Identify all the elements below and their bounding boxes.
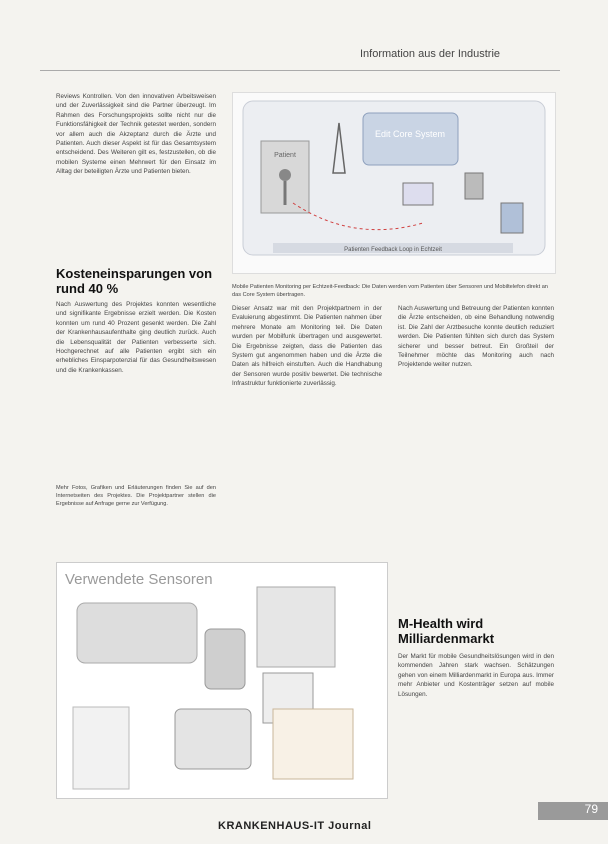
col1-top-text: Reviews Kontrollen. Von den innovativen Arbeitsweisen und der Zuverlässigkeit sind die Partner überzeugt. Im Rahmen des Forschungsprojekts sollte nicht nur die Funktionsfähigkeit der Technik getestet werden, sondern vor allem auch die Akzeptanz durch die Ärzte und Patienten. Auch dieser Aspekt ist für das Gesamtsystem entscheidend. Des Weiteren gilt es, festzustellen, ob die mobilen Systeme einen Mehrwert für den Einsatz im Alltag der beteiligten Ärzte und Patienten bieten. — [56, 93, 216, 176]
sensors-box — [56, 562, 388, 799]
column-1-note — [56, 484, 216, 554]
column-3-main — [398, 304, 554, 594]
scale-sensor-icon — [257, 587, 335, 667]
ecg-device-icon — [175, 709, 251, 769]
col1-note-text: Mehr Fotos, Grafiken und Erläuterungen finden Sie auf den Internetseiten des Projektes. Die Projektpartner stellen die Ergebnisse auf Anfrage gerne zur Verfügung. — [56, 485, 216, 507]
core-system-label: Edit Core System — [374, 129, 446, 139]
glucose-meter-icon — [73, 707, 129, 789]
sensors-images — [57, 563, 387, 798]
heading-cost-savings: Kosteneinsparungen von rund 40 % — [56, 266, 213, 296]
core-system-box — [363, 113, 458, 165]
column-1-main — [56, 300, 216, 480]
col3-main-text: Nach Auswertung und Betreuung der Patienten konnten die Ärzte entscheiden, ob eine Behandlung notwendig ist. Die Zahl der Arztbesuche konnte deutlich reduziert werden. Die Patienten fühlten sich durch das System sicherer und besser betreut. Ein Großteil der Teilnehmer möchte das Monitoring auch nach Projektende weiter nutzen. — [398, 305, 554, 369]
sensors-title: Verwendete Sensoren — [65, 571, 213, 588]
figure-caption: Mobile Patienten Monitoring per Echtzeit-Feedback: Die Daten werden vom Patienten über Sensoren und Mobiltelefon direkt an das Core System übertragen. — [232, 284, 548, 298]
pulse-oximeter-icon — [205, 629, 245, 689]
chest-strap-sensor-icon — [77, 603, 197, 663]
col1-main-text: Nach Auswertung des Projektes konnten wesentliche und signifikante Ergebnisse erzielt werden. Die Kosten konnten um rund 40 Prozent gesenkt werden. Die Zahl der Krankenhausaufenthalte ging deutlich zurück. Auch die Lebensqualität der Patienten verbesserte sich. Hochgerechnet auf alle Patienten ergibt sich ein erhebliches Einsparpotenzial für das Gesundheitswesen und die Krankenkassen. — [56, 301, 216, 374]
page-number: 79 — [538, 802, 608, 820]
electrodes-icon — [273, 709, 353, 779]
column-3-end — [398, 652, 554, 792]
patient-figure-icon — [279, 169, 291, 181]
computer-icon — [403, 183, 433, 205]
col3-end-text: Der Markt für mobile Gesundheitslösungen wird in den kommenden Jahren stark wachsen. Schätzungen gehen von einem Milliardenmarkt in Europa aus. Immer mehr Anbieter und Kostenträger setzen auf mobile Lösungen. — [398, 653, 554, 698]
column-2-main — [232, 304, 382, 554]
loop-label: Patienten Feedback Loop in Echtzeit — [344, 247, 442, 253]
building-icon — [501, 203, 523, 233]
col2-main-text: Dieser Ansatz war mit den Projektpartnern in der Evaluierung abgestimmt. Die Patienten nahmen über mehrere Monate am Monitoring teil. Die Daten wurden per Mobilfunk übertragen und ausgewertet. Die Ergebnisse zeigten, dass die Patienten das System gut angenommen haben und die Ärzte die Daten als hilfreich einstuften. Auch die Handhabung der Sensoren wurde positiv bewertet. Die technische Infrastruktur funktionierte zuverlässig. — [232, 305, 382, 388]
section-header: Information aus der Industrie — [360, 48, 501, 60]
column-1-intro — [56, 92, 216, 252]
journal-logo: KRANKENHAUS-IT Journal — [218, 820, 372, 832]
patient-label: Patient — [274, 152, 296, 159]
diagram-svg — [233, 93, 555, 273]
doctor-icon — [465, 173, 483, 199]
header-rule — [40, 70, 560, 71]
system-diagram — [232, 92, 556, 274]
heading-mhealth: M-Health wird Milliardenmarkt — [398, 616, 495, 646]
